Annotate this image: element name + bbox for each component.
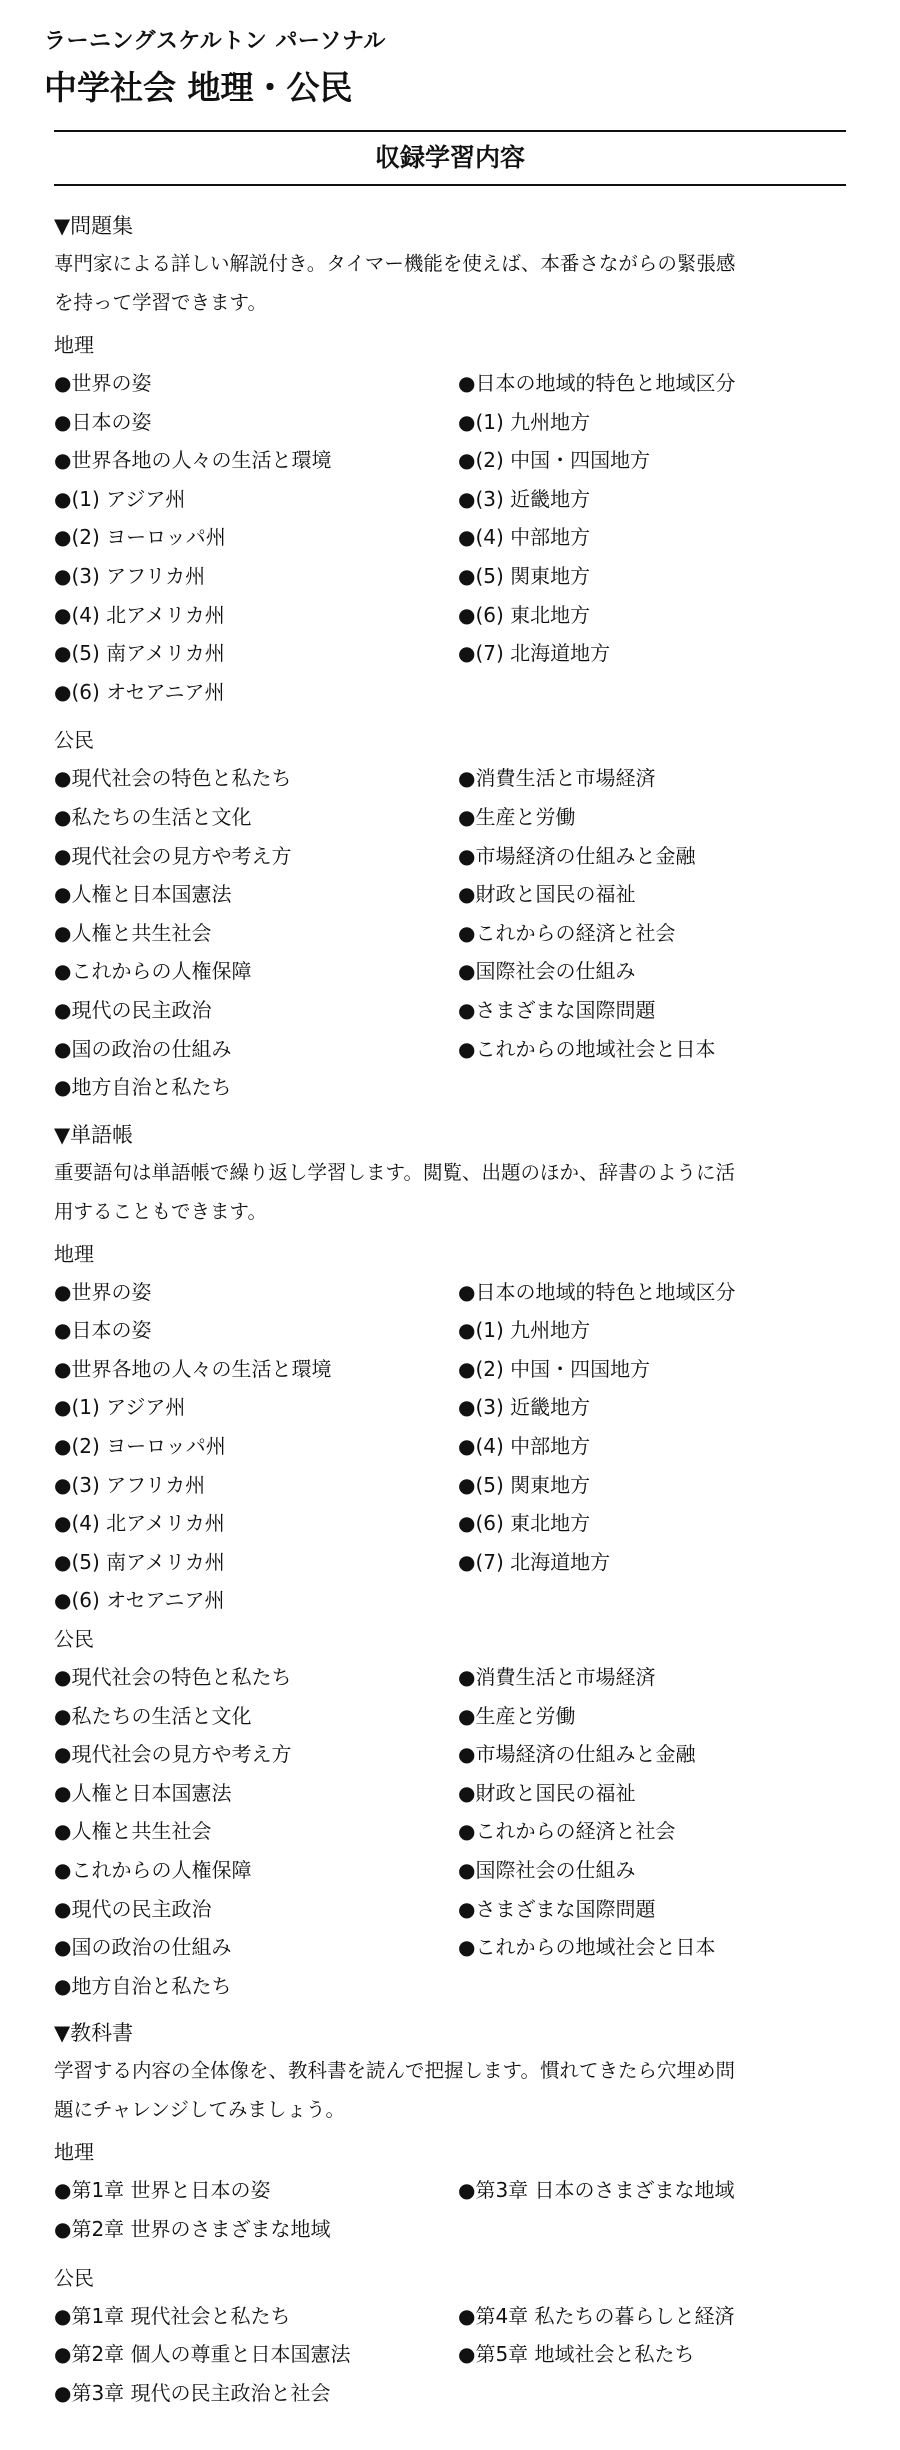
topic-item: ●第1章 現代社会と私たち [54,2303,291,2328]
section-title: ▼単語帳 [54,1122,134,1147]
topic-item: ●これからの地域社会と日本 [458,1036,716,1061]
topic-item: ●これからの経済と社会 [458,920,676,945]
topic-item: ●日本の姿 [54,409,152,434]
topic-item: ●さまざまな国際問題 [458,1896,656,1921]
topic-item: ●(3) アフリカ州 [54,1472,206,1497]
topic-item: ●(1) アジア州 [54,486,186,511]
group-label: 地理 [54,2140,94,2165]
topic-item: ●これからの地域社会と日本 [458,1935,716,1960]
section-description [54,1153,846,1231]
topic-item: ●第5章 地域社会と私たち [458,2342,695,2367]
topic-item: ●(2) 中国・四国地方 [458,1356,651,1381]
topic-item: ●財政と国民の福祉 [458,882,636,907]
section-description [54,244,846,322]
topic-item: ●(6) オセアニア州 [54,1588,225,1613]
product-subtitle: ラーニングスケルトン パーソナル [44,29,386,54]
section-title: ▼教科書 [54,2021,134,2046]
topic-item: ●第3章 日本のさまざまな地域 [458,2178,735,2203]
topic-item: ●現代社会の特色と私たち [54,766,292,791]
description-line: 重要語句は単語帳で繰り返し学習します。閲覧、出題のほか、辞書のように活 [54,1160,735,1184]
topic-item: ●生産と労働 [458,804,576,829]
topic-column-right [458,1273,846,1620]
topic-item: ●(1) アジア州 [54,1395,186,1420]
topic-item: ●市場経済の仕組みと金融 [458,843,696,868]
topic-columns [54,1273,846,1620]
topic-column-left [54,2297,442,2413]
topic-item: ●(6) 東北地方 [458,1511,591,1536]
topic-item: ●消費生活と市場経済 [458,766,656,791]
topic-item: ●(4) 北アメリカ州 [54,1511,225,1536]
topic-item: ●世界各地の人々の生活と環境 [54,1356,332,1381]
topic-item: ●(1) 九州地方 [458,409,591,434]
topic-item: ●(1) 九州地方 [458,1318,591,1343]
topic-columns [54,2297,846,2413]
topic-columns [54,2171,846,2248]
topic-item: ●(3) 近畿地方 [458,1395,591,1420]
topic-item: ●(7) 北海道地方 [458,641,611,666]
topic-item: ●これからの経済と社会 [458,1819,676,1844]
topic-item: ●これからの人権保障 [54,959,252,984]
topic-item: ●市場経済の仕組みと金融 [458,1742,696,1767]
topic-column-right [458,1658,846,2005]
topic-item: ●第2章 世界のさまざまな地域 [54,2216,331,2241]
topic-item: ●(2) ヨーロッパ州 [54,1434,226,1459]
topic-item: ●第4章 私たちの暮らしと経済 [458,2303,735,2328]
topic-group [54,2133,846,2248]
topic-item: ●日本の地域的特色と地域区分 [458,371,736,395]
topic-item: ●人権と日本国憲法 [54,1780,232,1805]
section [54,2015,846,2412]
topic-item: ●第1章 世界と日本の姿 [54,2178,271,2203]
topic-column-left [54,364,442,711]
topic-group [54,1620,846,2005]
topic-item: ●これからの人権保障 [54,1858,252,1882]
topic-item: ●世界の姿 [54,371,152,395]
description-line: 用することもできます。 [54,1199,267,1223]
topic-column-right [458,2297,846,2413]
section-title: ▼問題集 [54,214,134,238]
topic-item: ●第2章 個人の尊重と日本国憲法 [54,2342,351,2367]
topic-columns [54,364,846,711]
topic-item: ●(5) 関東地方 [458,563,591,588]
page-title: 中学社会 地理・公民 [44,68,353,107]
description-line: 専門家による詳しい解説付き。タイマー機能を使えば、本番さながらの緊張感 [54,252,736,275]
topic-item: ●生産と労働 [458,1703,576,1728]
contents-heading: 収録学習内容 [54,132,846,186]
group-label: 地理 [54,333,94,357]
sections-container [54,208,846,2412]
description-line: 学習する内容の全体像を、教科書を読んで把握します。慣れてきたら穴埋め問 [54,2059,735,2083]
topic-columns [54,1658,846,2005]
section [54,208,846,1107]
topic-item: ●世界の姿 [54,1279,152,1304]
topic-item: ●(4) 中部地方 [458,1434,591,1459]
group-label: 公民 [54,2265,94,2290]
topic-item: ●財政と国民の福祉 [458,1780,636,1805]
topic-item: ●日本の地域的特色と地域区分 [458,1279,736,1304]
topic-item: ●現代社会の見方や考え方 [54,843,292,868]
topic-item: ●(6) オセアニア州 [54,679,225,704]
topic-column-left [54,1658,442,2005]
topic-item: ●(5) 南アメリカ州 [54,641,225,666]
topic-item: ●さまざまな国際問題 [458,997,656,1022]
section-description [54,2051,846,2129]
topic-item: ●私たちの生活と文化 [54,804,252,829]
topic-item: ●(3) アフリカ州 [54,563,206,588]
section [54,1117,846,2006]
topic-item: ●国の政治の仕組み [54,1935,232,1960]
topic-item: ●国の政治の仕組み [54,1036,232,1061]
topic-item: ●地方自治と私たち [54,1973,232,1998]
topic-item: ●世界各地の人々の生活と環境 [54,448,332,473]
description-line: 題にチャレンジしてみましょう。 [54,2098,345,2122]
group-label: 公民 [54,1627,94,1652]
topic-column-left [54,759,442,1106]
topic-item: ●(2) ヨーロッパ州 [54,525,226,550]
topic-item: ●第3章 現代の民主政治と社会 [54,2380,331,2405]
topic-item: ●現代の民主政治 [54,1896,212,1921]
topic-column-right [458,2171,846,2248]
topic-column-left [54,1273,442,1620]
topic-item: ●人権と日本国憲法 [54,882,232,907]
topic-item: ●日本の姿 [54,1318,152,1343]
topic-item: ●地方自治と私たち [54,1075,232,1100]
topic-item: ●国際社会の仕組み [458,959,636,984]
topic-item: ●現代社会の特色と私たち [54,1665,292,1690]
topic-item: ●国際社会の仕組み [458,1858,636,1882]
topic-columns [54,759,846,1106]
topic-item: ●現代の民主政治 [54,997,212,1022]
topic-group [54,326,846,711]
topic-column-right [458,759,846,1106]
topic-item: ●(6) 東北地方 [458,602,591,627]
topic-group [54,1235,846,1620]
topic-item: ●現代社会の見方や考え方 [54,1742,292,1767]
topic-group [54,721,846,1106]
topic-item: ●(4) 中部地方 [458,525,591,550]
topic-column-right [458,364,846,711]
group-label: 公民 [54,728,94,753]
description-line: を持って学習できます。 [54,291,267,314]
topic-item: ●(3) 近畿地方 [458,486,591,511]
topic-item: ●(7) 北海道地方 [458,1549,611,1574]
topic-item: ●(4) 北アメリカ州 [54,602,225,627]
topic-item: ●(5) 関東地方 [458,1472,591,1497]
topic-item: ●(5) 南アメリカ州 [54,1549,225,1574]
topic-item: ●(2) 中国・四国地方 [458,448,651,473]
topic-item: ●人権と共生社会 [54,1819,212,1844]
group-label: 地理 [54,1241,94,1266]
topic-column-left [54,2171,442,2248]
topic-item: ●私たちの生活と文化 [54,1703,252,1728]
topic-item: ●消費生活と市場経済 [458,1665,656,1690]
topic-group [54,2259,846,2413]
topic-item: ●人権と共生社会 [54,920,212,945]
